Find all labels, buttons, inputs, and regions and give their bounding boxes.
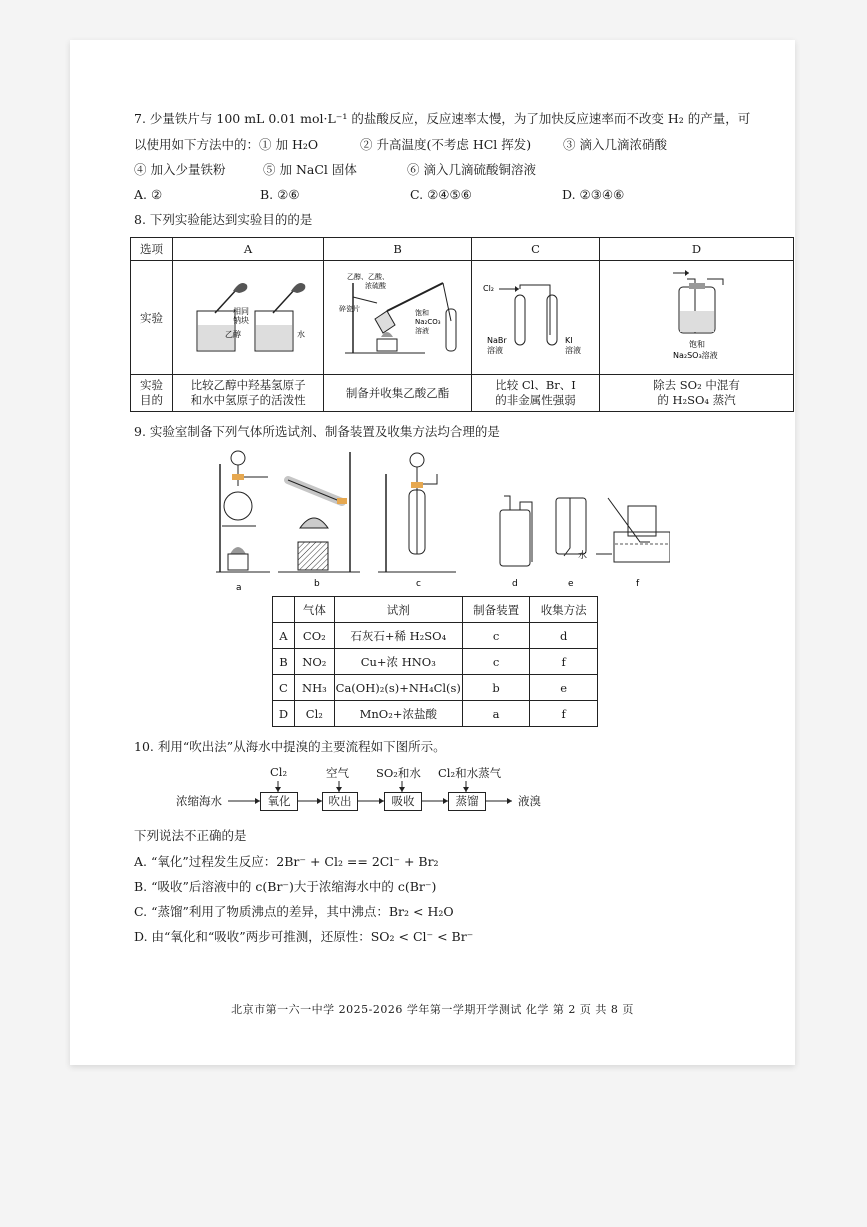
bromine-flow-diagram	[176, 765, 556, 825]
apparatus-b	[278, 452, 360, 572]
flow-end: 液溴	[518, 794, 541, 808]
label-porcelain: 碎瓷片	[338, 305, 360, 313]
q8-aim-a: 比较乙醇中羟基氢原子 和水中氢原子的活泼性	[173, 375, 324, 412]
q7-line2-b: ② 升高温度(不考虑 HCl 挥发)	[360, 137, 532, 152]
label-solution: 溶液	[414, 327, 429, 335]
label-na2so3: Na₂SO₃溶液	[672, 351, 718, 360]
q8-stem: 8. 下列实验能达到实验目的的是	[134, 212, 313, 227]
label-nabr: NaBr	[486, 336, 507, 345]
q8-aim-d: 除去 SO₂ 中混有 的 H₂SO₄ 蒸汽	[600, 375, 794, 412]
q10-option-d: D. 由“氧化和“吸收”两步可推测，还原性：SO₂ < Cl⁻ < Br⁻	[134, 929, 474, 944]
halogen-test-tubes-figure	[473, 261, 599, 371]
q7-line2-c: ③ 滴入几滴浓硝酸	[563, 137, 667, 152]
apparatus-d	[500, 496, 532, 566]
apparatus-c	[378, 453, 456, 572]
q9-header-device: 制备装置	[462, 597, 530, 623]
q9-stem: 9. 实验室制备下列气体所选试剂、制备装置及收集方法均合理的是	[134, 424, 500, 439]
q8-figure-b	[324, 261, 472, 375]
table-row: D Cl₂ MnO₂+浓盐酸 a f	[273, 701, 598, 727]
q8-figure-c	[472, 261, 600, 375]
q8-table	[130, 237, 794, 412]
flow-start: 浓缩海水	[176, 794, 222, 808]
q8-aim-b: 制备并收集乙酸乙酯	[324, 375, 472, 412]
label-conc-sulfuric: 浓硫酸	[364, 282, 386, 290]
label-same: 相同	[233, 307, 250, 316]
q10-option-a: A. “氧化”过程发生反应：2Br⁻ + Cl₂ == 2Cl⁻ + Br₂	[134, 854, 439, 869]
q7-option-c: C. ②④⑤⑥	[410, 187, 472, 202]
label-saturated-d: 饱和	[688, 340, 705, 349]
flow-step-distill: 蒸馏	[448, 792, 486, 811]
q7-line3-c: ⑥ 滴入几滴硫酸铜溶液	[407, 162, 536, 177]
label-reagents: 乙醇、乙酸、	[346, 273, 389, 281]
flow-input-air: 空气	[326, 766, 349, 780]
apparatus-label-e: e	[568, 579, 574, 589]
label-water: 水	[297, 330, 306, 339]
flow-step-oxidize: 氧化	[260, 792, 298, 811]
label-nabr-solution: 溶液	[486, 346, 503, 355]
apparatus-a	[216, 451, 270, 572]
flow-input-so2-water: SO₂和水	[376, 766, 421, 780]
apparatus-label-b: b	[314, 579, 320, 589]
q10-option-c: C. “蒸馏”利用了物质沸点的差异，其中沸点：Br₂ < H₂O	[134, 904, 454, 919]
q8-aim-c: 比较 Cl、Br、I 的非金属性强弱	[472, 375, 600, 412]
label-ethanol: 乙醇	[225, 330, 242, 339]
apparatus-label-a: a	[236, 583, 242, 593]
label-saturated: 饱和	[414, 309, 429, 317]
q10-option-b: B. “吸收”后溶液中的 c(Br⁻)大于浓缩海水中的 c(Br⁻)	[134, 879, 437, 894]
q7-option-d: D. ②③④⑥	[562, 187, 625, 202]
esterification-apparatus-figure	[325, 261, 471, 371]
q8-header-d: D	[600, 238, 794, 261]
label-ki-solution: 溶液	[564, 346, 581, 355]
apparatus-label-d: d	[512, 579, 518, 589]
page-footer: 北京市第一六一中学 2025-2026 学年第一学期开学测试 化学 第 2 页 共 8 页	[231, 1003, 634, 1016]
q7-line1: 7. 少量铁片与 100 mL 0.01 mol·L⁻¹ 的盐酸反应，反应速率太慢，为了加快反应速率而不改变 H₂ 的产量，可	[134, 111, 751, 126]
table-row: C NH₃ Ca(OH)₂(s)+NH₄Cl(s) b e	[273, 675, 598, 701]
q8-header-option: 选项	[131, 238, 173, 261]
apparatus-f	[578, 498, 670, 562]
q9-table	[272, 596, 598, 727]
q10-stem: 10. 利用“吹出法”从海水中提溴的主要流程如下图所示。	[134, 739, 446, 754]
exam-page	[70, 40, 795, 1065]
q9-header-blank	[273, 597, 295, 623]
label-sodium: 钠块	[233, 316, 250, 325]
apparatus-label-f: f	[636, 579, 640, 589]
apparatus-e	[556, 498, 586, 556]
q8-figure-d	[600, 261, 794, 375]
label-water-f: 水	[578, 551, 588, 561]
flow-input-cl2: Cl₂	[270, 765, 288, 779]
table-row: A CO₂ 石灰石+稀 H₂SO₄ c d	[273, 623, 598, 649]
q8-header-a: A	[173, 238, 324, 261]
apparatus-label-c: c	[416, 579, 421, 589]
q9-header-gas: 气体	[294, 597, 334, 623]
q10-question: 下列说法不正确的是	[134, 828, 247, 843]
q8-row-experiment-label: 实验	[131, 261, 173, 375]
beakers-sodium-figure	[173, 261, 323, 371]
q7-option-b: B. ②⑥	[260, 187, 300, 202]
q7-line3-a: ④ 加入少量铁粉	[134, 162, 226, 177]
gas-apparatus-figure	[210, 444, 670, 594]
label-ki: KI	[564, 336, 573, 345]
flow-step-absorb: 吸收	[384, 792, 422, 811]
q7-line3-b: ⑤ 加 NaCl 固体	[263, 162, 357, 177]
flow-step-blow: 吹出	[322, 792, 358, 811]
label-cl2: Cl₂	[482, 284, 494, 293]
q8-row-aim-label: 实验 目的	[131, 375, 173, 412]
q9-header-collection: 收集方法	[530, 597, 598, 623]
table-row: B NO₂ Cu+浓 HNO₃ c f	[273, 649, 598, 675]
gas-washing-bottle-figure	[601, 261, 793, 371]
q7-option-a: A. ②	[134, 187, 163, 202]
q7-line2-a: 以使用如下方法中的：① 加 H₂O	[134, 137, 319, 152]
flow-input-cl2-steam: Cl₂和水蒸气	[438, 766, 502, 780]
q9-header-reagent: 试剂	[334, 597, 462, 623]
q8-figure-a	[173, 261, 324, 375]
q8-header-c: C	[472, 238, 600, 261]
q8-header-b: B	[324, 238, 472, 261]
label-na2co3: Na₂CO₃	[414, 318, 441, 326]
